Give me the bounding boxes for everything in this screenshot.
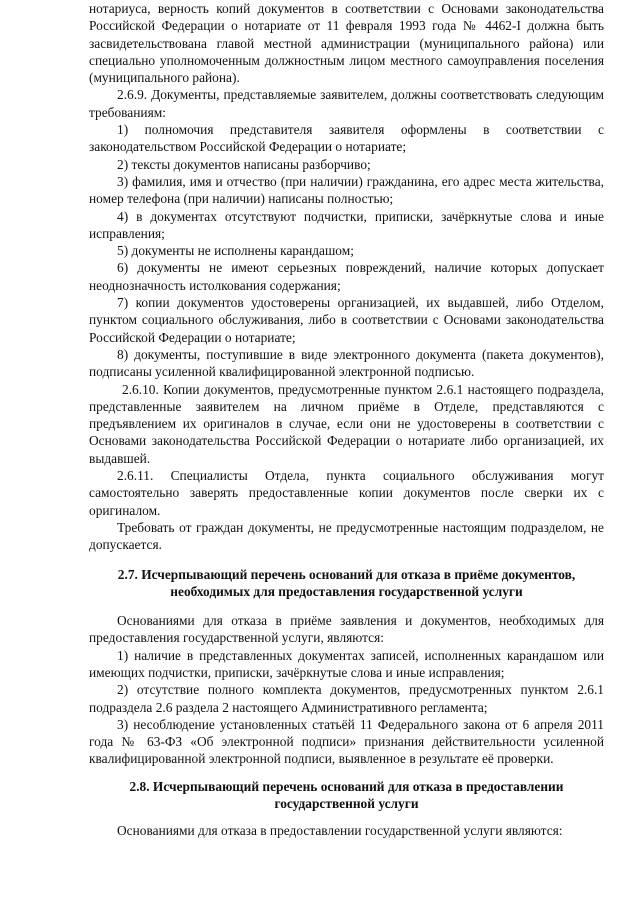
section-heading-2-7: 2.7. Исчерпывающий перечень оснований для отказа в приёме документов, необходимых для предоставления государственной услуги [117,566,576,599]
paragraph-2-6-10: 2.6.10. Копии документов, предусмотренные пунктом 2.6.1 настоящего подраздела, представленные заявителем на личном приёме в Отделе, представляются с предъявлением их оригиналов в случае, если они не удостоверены в соответствии с Основами законодательства Российской Федерации о нотариате либо организацией, их выдавшей. [89,381,604,466]
paragraph-service-refusal-intro: Основаниями для отказа в предоставлении государственной услуги являются: [117,823,563,839]
section-heading-2-8: 2.8. Исчерпывающий перечень оснований для отказа в предоставлении государственной услуги [129,778,564,812]
paragraph-requirement-note: Требовать от граждан документы, не предусмотренные настоящим подразделом, не допускается. [89,519,604,553]
paragraph-2-6-9: 2.6.9. Документы, представляемые заявителем, должны соответствовать следующим требованиям: [89,87,604,120]
list-item-4: 4) в документах отсутствуют подчистки, приписки, зачёркнутые слова и иные исправления; [89,208,604,241]
list-item-2: 2) тексты документов написаны разборчиво; [117,156,371,172]
list-item-7: 7) копии документов удостоверены организацией, их выдавшей, либо Отделом, пунктом социального обслуживания, либо в соответствии с Основами законодательства Российской Федерации о нотариате; [89,295,604,345]
list-item-6: 6) документы не имеют серьезных повреждений, наличие которых допускает неоднозначность истолкования содержания; [89,260,604,293]
list-item-1: 1) полномочия представителя заявителя оформлены в соответствии с законодательством Российской Федерации о нотариате; [89,122,604,155]
list-item-5: 5) документы не исполнены карандашом; [117,243,354,259]
refusal-item-2: 2) отсутствие полного комплекта документов, предусмотренных пунктом 2.6.1 подраздела 2.6 раздела 2 настоящего Административного регламента; [89,682,604,715]
document-page [89,0,604,840]
paragraph-refusal-grounds-intro: Основаниями для отказа в приёме заявления и документов, необходимых для предоставления государственной услуги, являются: [89,613,604,646]
paragraph-2-6-11: 2.6.11. Специалисты Отдела, пункта социального обслуживания могут самостоятельно заверять предоставленные копии документов после сверки их с оригиналом. [89,468,604,518]
list-item-8: 8) документы, поступившие в виде электронного документа (пакета документов), подписаны усиленной квалифицированной электронной подписью. [89,346,604,380]
refusal-item-1: 1) наличие в представленных документах записей, исполненных карандашом или имеющих подчистки, приписки, зачёркнутые слова и иные исправления; [89,647,604,680]
paragraph-notary-continuation: нотариуса, верность копий документов в соответствии с Основами законодательства Российской Федерации о нотариате от 11 февраля 1993 года № 4462-I должна быть засвидетельствована главой местной администрации (муниципального района) или специально уполномоченным должностным лицом местного самоуправления поселения (муниципального района). [89,1,604,86]
refusal-item-3: 3) несоблюдение установленных статьёй 11 Федерального закона от 6 апреля 2011 года № 63-ФЗ «Об электронной подписи» признания действительности усиленной квалифицированной электронной подписи, выявленное в результате её проверки. [89,716,604,767]
list-item-3: 3) фамилия, имя и отчество (при наличии) гражданина, его адрес места жительства, номер телефона (при наличии) написаны полностью; [89,173,604,207]
